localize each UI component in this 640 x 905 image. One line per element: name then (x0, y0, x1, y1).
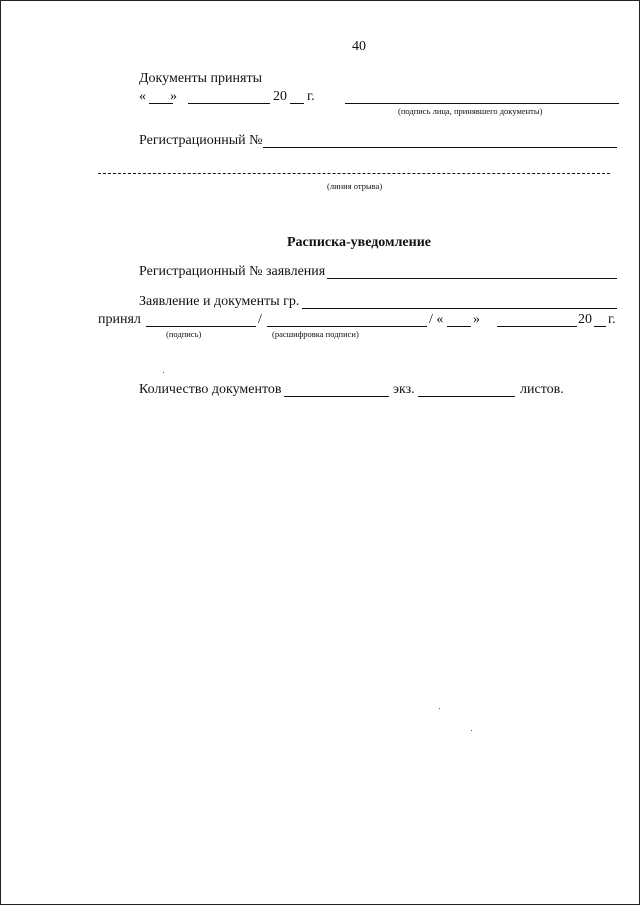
accepted-label: Документы приняты (139, 71, 262, 86)
notice-year-suffix: г. (608, 312, 616, 327)
tear-line-caption: (линия отрыва) (327, 181, 383, 191)
registration-label: Регистрационный № (139, 133, 263, 148)
page-number: 40 (352, 39, 366, 54)
signature-decode-caption: (расшифровка подписи) (272, 329, 359, 339)
acceptor-signature-field[interactable] (345, 103, 619, 104)
accepted-by-signature-field[interactable] (146, 326, 256, 327)
document-count-field[interactable] (284, 396, 389, 397)
acceptor-signature-caption: (подпись лица, принявшего документы) (398, 106, 543, 116)
date-month-field[interactable] (188, 103, 270, 104)
year-field[interactable] (290, 103, 304, 104)
date-open-quote: « (139, 89, 146, 104)
sheet-count-field[interactable] (418, 396, 515, 397)
document-count-label: Количество документов (139, 382, 282, 397)
application-label: Заявление и документы гр. (139, 294, 300, 309)
copies-label: экз. (393, 382, 415, 397)
year-suffix: г. (307, 89, 315, 104)
application-registration-field[interactable] (327, 278, 617, 279)
slash-open-quote: / « (429, 312, 444, 327)
slash-separator: / (258, 312, 262, 327)
notice-day-field[interactable] (447, 326, 471, 327)
applicant-name-field[interactable] (302, 308, 617, 309)
sheets-label: листов. (520, 382, 564, 397)
scan-speck (163, 372, 164, 373)
registration-number-field[interactable] (263, 147, 617, 148)
application-registration-label: Регистрационный № заявления (139, 264, 326, 279)
signature-decode-field[interactable] (267, 326, 427, 327)
scan-speck (439, 708, 440, 709)
notice-year-field[interactable] (594, 326, 606, 327)
notice-month-field[interactable] (497, 326, 577, 327)
year-prefix: 20 (273, 89, 287, 104)
signature-caption: (подпись) (166, 329, 202, 339)
tear-line (98, 173, 610, 174)
date-close-quote: » (170, 89, 177, 104)
notice-year-prefix: 20 (578, 312, 592, 327)
scan-speck (471, 730, 472, 731)
notice-title: Расписка-уведомление (287, 235, 431, 250)
notice-close-quote: » (473, 312, 480, 327)
accepted-by-label: принял (98, 312, 141, 327)
